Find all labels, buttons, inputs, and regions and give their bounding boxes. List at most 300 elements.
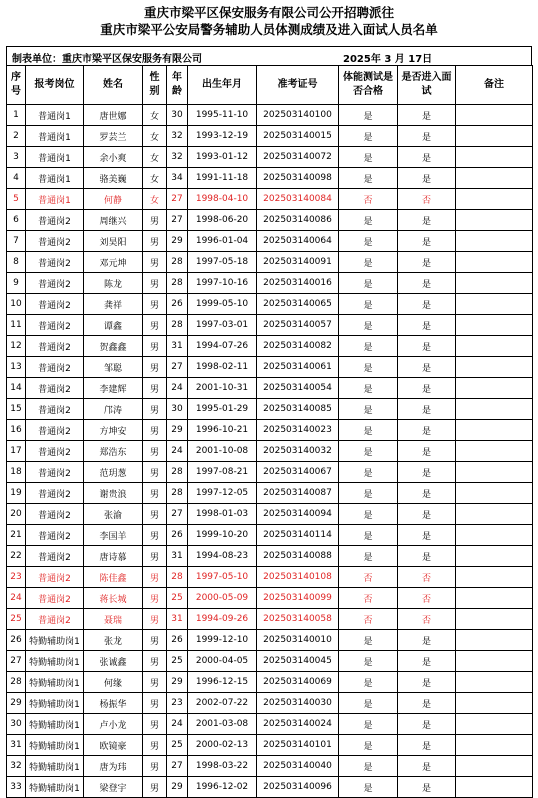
cell-position: 普通岗2 (26, 294, 84, 315)
table-row (7, 588, 533, 609)
cell-interview: 否 (398, 567, 456, 588)
cell-remark (456, 399, 533, 420)
cell-test-pass: 是 (339, 630, 398, 651)
cell-test-pass: 是 (339, 714, 398, 735)
cell-interview: 是 (398, 168, 456, 189)
cell-birth: 1996-12-15 (188, 672, 257, 693)
cell-name: 方坤安 (84, 420, 143, 441)
cell-age: 31 (167, 609, 188, 630)
cell-test-pass: 是 (339, 525, 398, 546)
cell-remark (456, 693, 533, 714)
cell-name: 李国羊 (84, 525, 143, 546)
cell-position: 普通岗2 (26, 567, 84, 588)
cell-test-pass: 是 (339, 378, 398, 399)
table-header-row (7, 66, 533, 105)
cell-seq: 32 (7, 756, 26, 777)
header-position: 报考岗位 (26, 66, 84, 105)
cell-interview: 是 (398, 735, 456, 756)
cell-remark (456, 777, 533, 798)
cell-remark (456, 210, 533, 231)
cell-age: 32 (167, 147, 188, 168)
header-birth: 出生年月 (188, 66, 257, 105)
cell-seq: 19 (7, 483, 26, 504)
cell-remark (456, 420, 533, 441)
cell-birth: 1999-05-10 (188, 294, 257, 315)
cell-age: 27 (167, 210, 188, 231)
cell-birth: 1995-11-10 (188, 105, 257, 126)
table-row (7, 126, 533, 147)
cell-name: 邝涛 (84, 399, 143, 420)
header-test-pass (339, 66, 398, 105)
table-row (7, 756, 533, 777)
cell-gender: 男 (143, 609, 167, 630)
cell-interview: 是 (398, 504, 456, 525)
cell-remark (456, 315, 533, 336)
cell-position: 普通岗1 (26, 147, 84, 168)
cell-remark (456, 756, 533, 777)
cell-ticket: 202503140067 (257, 462, 339, 483)
cell-birth: 1991-11-18 (188, 168, 257, 189)
cell-age: 34 (167, 168, 188, 189)
cell-position: 普通岗2 (26, 231, 84, 252)
cell-gender: 女 (143, 189, 167, 210)
cell-ticket: 202503140085 (257, 399, 339, 420)
cell-age: 28 (167, 483, 188, 504)
cell-interview: 否 (398, 189, 456, 210)
cell-gender: 男 (143, 693, 167, 714)
cell-remark (456, 651, 533, 672)
cell-test-pass: 否 (339, 189, 398, 210)
cell-remark (456, 441, 533, 462)
cell-test-pass: 是 (339, 504, 398, 525)
cell-birth: 1998-04-10 (188, 189, 257, 210)
cell-remark (456, 147, 533, 168)
cell-age: 26 (167, 294, 188, 315)
cell-seq: 24 (7, 588, 26, 609)
cell-gender: 女 (143, 105, 167, 126)
cell-position: 特勤辅助岗1 (26, 693, 84, 714)
cell-position: 特勤辅助岗1 (26, 651, 84, 672)
cell-gender: 男 (143, 399, 167, 420)
cell-interview: 是 (398, 399, 456, 420)
cell-age: 30 (167, 105, 188, 126)
cell-age: 29 (167, 231, 188, 252)
table-row (7, 777, 533, 798)
cell-name: 聂瑞 (84, 609, 143, 630)
cell-gender: 女 (143, 126, 167, 147)
cell-birth: 1998-01-03 (188, 504, 257, 525)
cell-gender: 男 (143, 756, 167, 777)
cell-test-pass: 是 (339, 336, 398, 357)
cell-age: 28 (167, 567, 188, 588)
cell-birth: 1996-12-02 (188, 777, 257, 798)
cell-interview: 是 (398, 651, 456, 672)
cell-name: 张渝 (84, 504, 143, 525)
cell-birth: 1995-01-29 (188, 399, 257, 420)
cell-remark (456, 336, 533, 357)
cell-ticket: 202503140015 (257, 126, 339, 147)
cell-remark (456, 273, 533, 294)
cell-interview: 是 (398, 252, 456, 273)
cell-position: 普通岗2 (26, 588, 84, 609)
cell-interview: 是 (398, 672, 456, 693)
table-row (7, 210, 533, 231)
cell-gender: 男 (143, 252, 167, 273)
cell-interview: 否 (398, 588, 456, 609)
cell-seq: 13 (7, 357, 26, 378)
cell-birth: 2001-03-08 (188, 714, 257, 735)
cell-ticket: 202503140061 (257, 357, 339, 378)
table-row (7, 693, 533, 714)
cell-position: 普通岗2 (26, 462, 84, 483)
cell-ticket: 202503140010 (257, 630, 339, 651)
cell-gender: 男 (143, 420, 167, 441)
header-gender (143, 66, 167, 105)
cell-test-pass: 是 (339, 735, 398, 756)
cell-position: 普通岗1 (26, 105, 84, 126)
cell-name: 陈佳鑫 (84, 567, 143, 588)
cell-gender: 男 (143, 441, 167, 462)
cell-gender: 男 (143, 273, 167, 294)
cell-seq: 27 (7, 651, 26, 672)
cell-age: 26 (167, 525, 188, 546)
cell-name: 邹聪 (84, 357, 143, 378)
cell-birth: 1994-08-23 (188, 546, 257, 567)
cell-age: 27 (167, 504, 188, 525)
header-seq (7, 66, 26, 105)
table-row (7, 273, 533, 294)
cell-position: 普通岗1 (26, 168, 84, 189)
cell-age: 27 (167, 756, 188, 777)
cell-position: 普通岗2 (26, 441, 84, 462)
cell-name: 陈龙 (84, 273, 143, 294)
cell-position: 特勤辅助岗1 (26, 630, 84, 651)
cell-gender: 男 (143, 336, 167, 357)
cell-test-pass: 否 (339, 567, 398, 588)
cell-birth: 1993-01-12 (188, 147, 257, 168)
cell-name: 周继兴 (84, 210, 143, 231)
cell-remark (456, 252, 533, 273)
header-name: 姓名 (84, 66, 143, 105)
cell-position: 普通岗2 (26, 210, 84, 231)
cell-position: 普通岗2 (26, 609, 84, 630)
cell-gender: 男 (143, 315, 167, 336)
cell-test-pass: 是 (339, 357, 398, 378)
cell-position: 普通岗2 (26, 378, 84, 399)
cell-ticket: 202503140069 (257, 672, 339, 693)
cell-interview: 否 (398, 609, 456, 630)
cell-age: 28 (167, 252, 188, 273)
cell-seq: 18 (7, 462, 26, 483)
cell-remark (456, 609, 533, 630)
cell-interview: 是 (398, 273, 456, 294)
cell-gender: 男 (143, 294, 167, 315)
cell-seq: 6 (7, 210, 26, 231)
cell-interview: 是 (398, 210, 456, 231)
cell-ticket: 202503140054 (257, 378, 339, 399)
cell-ticket: 202503140098 (257, 168, 339, 189)
cell-seq: 31 (7, 735, 26, 756)
cell-ticket: 202503140100 (257, 105, 339, 126)
cell-interview: 是 (398, 483, 456, 504)
cell-name: 蒋长城 (84, 588, 143, 609)
cell-birth: 1999-12-10 (188, 630, 257, 651)
cell-seq: 16 (7, 420, 26, 441)
title-line-1: 重庆市梁平区保安服务有限公司公开招聘派往 (143, 5, 394, 20)
cell-birth: 1997-03-01 (188, 315, 257, 336)
cell-test-pass: 是 (339, 252, 398, 273)
cell-gender: 女 (143, 147, 167, 168)
cell-name: 唐诗慕 (84, 546, 143, 567)
cell-birth: 1997-10-16 (188, 273, 257, 294)
cell-ticket: 202503140057 (257, 315, 339, 336)
cell-test-pass: 是 (339, 693, 398, 714)
cell-gender: 男 (143, 546, 167, 567)
cell-birth: 1993-12-19 (188, 126, 257, 147)
cell-interview: 是 (398, 777, 456, 798)
cell-seq: 17 (7, 441, 26, 462)
cell-interview: 是 (398, 315, 456, 336)
cell-birth: 1996-01-04 (188, 231, 257, 252)
cell-seq: 20 (7, 504, 26, 525)
cell-remark (456, 357, 533, 378)
cell-birth: 2000-02-13 (188, 735, 257, 756)
cell-birth: 2001-10-31 (188, 378, 257, 399)
table-row (7, 189, 533, 210)
cell-age: 24 (167, 441, 188, 462)
cell-name: 龚祥 (84, 294, 143, 315)
cell-remark (456, 525, 533, 546)
cell-age: 30 (167, 399, 188, 420)
cell-birth: 1997-12-05 (188, 483, 257, 504)
cell-remark (456, 546, 533, 567)
cell-seq: 22 (7, 546, 26, 567)
cell-interview: 是 (398, 126, 456, 147)
cell-gender: 女 (143, 168, 167, 189)
cell-name: 刘昊阳 (84, 231, 143, 252)
cell-seq: 10 (7, 294, 26, 315)
table-row (7, 147, 533, 168)
cell-test-pass: 是 (339, 672, 398, 693)
cell-interview: 是 (398, 378, 456, 399)
table-row (7, 441, 533, 462)
cell-age: 27 (167, 357, 188, 378)
cell-test-pass: 否 (339, 588, 398, 609)
document-title (0, 4, 538, 38)
cell-seq: 11 (7, 315, 26, 336)
cell-gender: 男 (143, 483, 167, 504)
cell-remark (456, 189, 533, 210)
cell-ticket: 202503140108 (257, 567, 339, 588)
cell-position: 特勤辅助岗1 (26, 735, 84, 756)
cell-name: 张龙 (84, 630, 143, 651)
cell-ticket: 202503140045 (257, 651, 339, 672)
cell-birth: 1994-09-26 (188, 609, 257, 630)
cell-ticket: 202503140099 (257, 588, 339, 609)
cell-age: 28 (167, 315, 188, 336)
table-row (7, 315, 533, 336)
table-row (7, 630, 533, 651)
table-row (7, 483, 533, 504)
cell-age: 26 (167, 630, 188, 651)
cell-gender: 男 (143, 777, 167, 798)
table-row (7, 378, 533, 399)
cell-name: 骆美巍 (84, 168, 143, 189)
cell-age: 27 (167, 189, 188, 210)
cell-gender: 男 (143, 525, 167, 546)
cell-age: 24 (167, 378, 188, 399)
cell-name: 杨振华 (84, 693, 143, 714)
cell-ticket: 202503140072 (257, 147, 339, 168)
cell-name: 卢小龙 (84, 714, 143, 735)
header-seq-label: 序号 (11, 72, 21, 97)
cell-name: 何缘 (84, 672, 143, 693)
cell-ticket: 202503140064 (257, 231, 339, 252)
cell-gender: 男 (143, 588, 167, 609)
table-row (7, 735, 533, 756)
table-row (7, 462, 533, 483)
cell-test-pass: 是 (339, 231, 398, 252)
table-meta-row (6, 46, 532, 66)
cell-remark (456, 126, 533, 147)
cell-name: 郑浩东 (84, 441, 143, 462)
table-row (7, 399, 533, 420)
cell-position: 特勤辅助岗1 (26, 777, 84, 798)
cell-birth: 1997-05-18 (188, 252, 257, 273)
cell-birth: 1998-06-20 (188, 210, 257, 231)
cell-position: 普通岗2 (26, 357, 84, 378)
cell-name: 欧镜豪 (84, 735, 143, 756)
cell-birth: 1996-10-21 (188, 420, 257, 441)
cell-gender: 男 (143, 462, 167, 483)
table-row (7, 252, 533, 273)
cell-birth: 2000-05-09 (188, 588, 257, 609)
cell-ticket: 202503140040 (257, 756, 339, 777)
cell-test-pass: 是 (339, 462, 398, 483)
table-row (7, 546, 533, 567)
cell-interview: 是 (398, 357, 456, 378)
cell-position: 普通岗2 (26, 504, 84, 525)
cell-position: 普通岗2 (26, 336, 84, 357)
cell-age: 32 (167, 126, 188, 147)
header-interview (398, 66, 456, 105)
cell-name: 贺鑫鑫 (84, 336, 143, 357)
cell-position: 普通岗2 (26, 252, 84, 273)
table-row (7, 714, 533, 735)
cell-name: 李建辉 (84, 378, 143, 399)
cell-name: 罗芸兰 (84, 126, 143, 147)
cell-test-pass: 是 (339, 399, 398, 420)
cell-position: 特勤辅助岗1 (26, 714, 84, 735)
cell-position: 特勤辅助岗1 (26, 756, 84, 777)
cell-interview: 是 (398, 336, 456, 357)
table-row (7, 420, 533, 441)
cell-gender: 男 (143, 630, 167, 651)
cell-test-pass: 否 (339, 609, 398, 630)
cell-position: 普通岗2 (26, 315, 84, 336)
cell-ticket: 202503140065 (257, 294, 339, 315)
cell-remark (456, 231, 533, 252)
results-table (6, 65, 533, 798)
cell-seq: 9 (7, 273, 26, 294)
cell-position: 特勤辅助岗1 (26, 672, 84, 693)
cell-seq: 30 (7, 714, 26, 735)
table-row (7, 504, 533, 525)
cell-age: 28 (167, 462, 188, 483)
cell-gender: 男 (143, 735, 167, 756)
cell-ticket: 202503140086 (257, 210, 339, 231)
cell-test-pass: 是 (339, 105, 398, 126)
cell-seq: 12 (7, 336, 26, 357)
cell-name: 余小爽 (84, 147, 143, 168)
cell-ticket: 202503140096 (257, 777, 339, 798)
table-row (7, 168, 533, 189)
header-ticket: 准考证号 (257, 66, 339, 105)
cell-seq: 8 (7, 252, 26, 273)
cell-test-pass: 是 (339, 273, 398, 294)
cell-gender: 男 (143, 504, 167, 525)
cell-age: 29 (167, 777, 188, 798)
cell-seq: 7 (7, 231, 26, 252)
cell-remark (456, 483, 533, 504)
cell-remark (456, 588, 533, 609)
cell-test-pass: 是 (339, 420, 398, 441)
cell-seq: 33 (7, 777, 26, 798)
cell-ticket: 202503140114 (257, 525, 339, 546)
cell-gender: 男 (143, 672, 167, 693)
cell-remark (456, 630, 533, 651)
cell-gender: 男 (143, 651, 167, 672)
cell-name: 邓元坤 (84, 252, 143, 273)
cell-test-pass: 是 (339, 777, 398, 798)
table-row (7, 357, 533, 378)
table-row (7, 567, 533, 588)
cell-interview: 是 (398, 693, 456, 714)
cell-position: 普通岗2 (26, 483, 84, 504)
cell-position: 普通岗2 (26, 399, 84, 420)
cell-birth: 2000-04-05 (188, 651, 257, 672)
header-age (167, 66, 188, 105)
cell-position: 普通岗2 (26, 273, 84, 294)
table-row (7, 672, 533, 693)
cell-age: 25 (167, 735, 188, 756)
cell-age: 29 (167, 672, 188, 693)
cell-remark (456, 714, 533, 735)
table-row (7, 525, 533, 546)
cell-name: 唐世娜 (84, 105, 143, 126)
table-row (7, 336, 533, 357)
cell-test-pass: 是 (339, 483, 398, 504)
cell-test-pass: 是 (339, 756, 398, 777)
cell-seq: 1 (7, 105, 26, 126)
cell-remark (456, 504, 533, 525)
title-line-2: 重庆市梁平公安局警务辅助人员体测成绩及进入面试人员名单 (100, 22, 438, 37)
cell-gender: 男 (143, 378, 167, 399)
cell-seq: 14 (7, 378, 26, 399)
cell-ticket: 202503140030 (257, 693, 339, 714)
cell-ticket: 202503140023 (257, 420, 339, 441)
cell-name: 谢贵浪 (84, 483, 143, 504)
cell-age: 25 (167, 588, 188, 609)
cell-remark (456, 294, 533, 315)
issuing-unit: 制表单位：重庆市梁平区保安服务有限公司 (12, 54, 202, 65)
cell-test-pass: 是 (339, 651, 398, 672)
cell-seq: 3 (7, 147, 26, 168)
cell-birth: 1997-05-10 (188, 567, 257, 588)
cell-seq: 15 (7, 399, 26, 420)
table-row (7, 651, 533, 672)
cell-name: 谭鑫 (84, 315, 143, 336)
